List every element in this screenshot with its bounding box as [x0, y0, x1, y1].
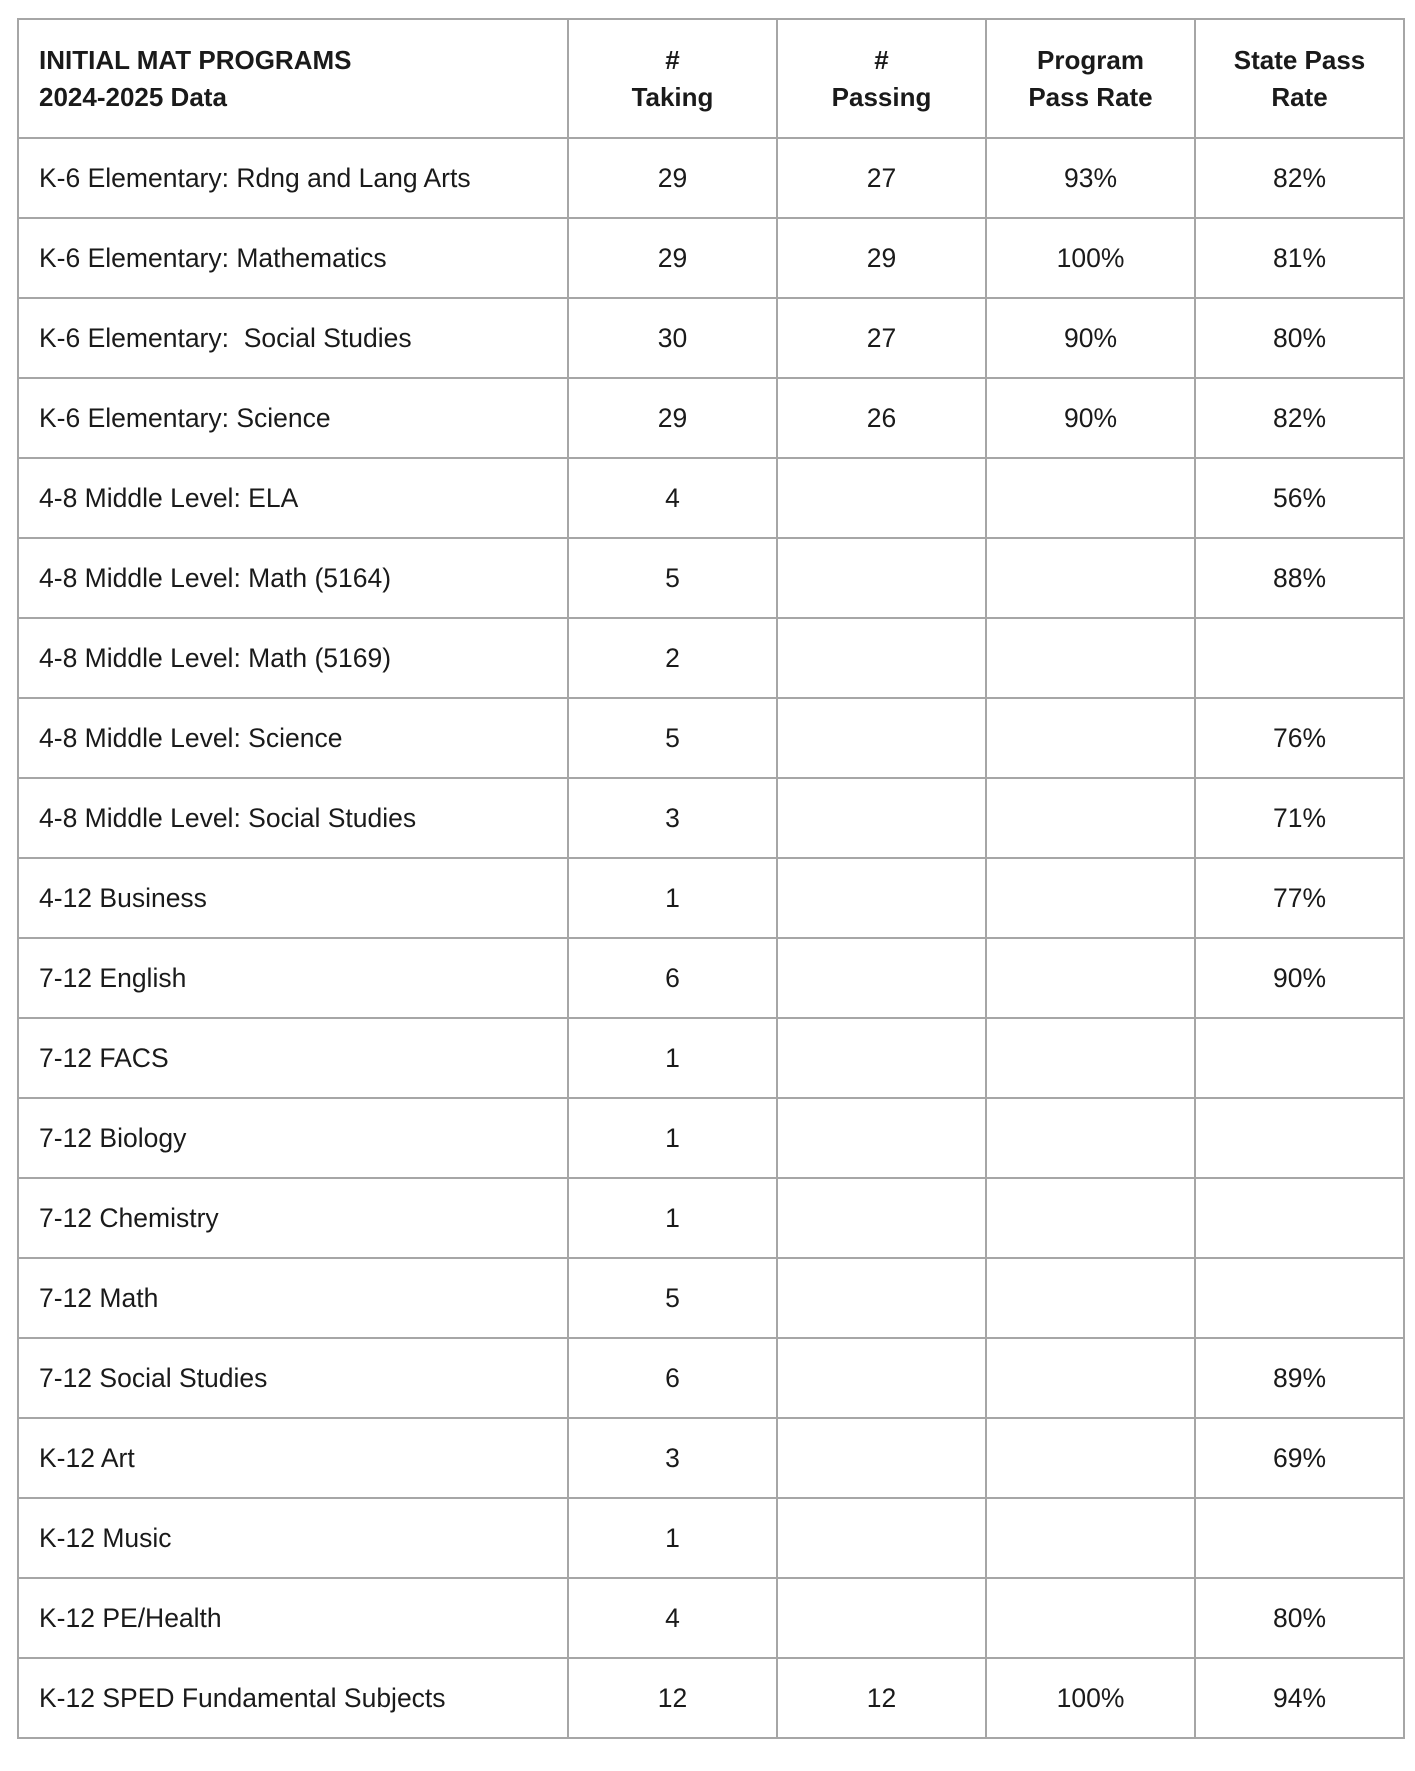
program-pass-rate-cell: 90% [986, 298, 1195, 378]
passing-cell [777, 1098, 986, 1178]
program-name-cell: 7-12 FACS [18, 1018, 568, 1098]
program-pass-rate-cell [986, 698, 1195, 778]
table-row [18, 1178, 1404, 1258]
passing-cell: 26 [777, 378, 986, 458]
table-row [18, 858, 1404, 938]
state-pass-rate-cell: 82% [1195, 138, 1404, 218]
program-pass-rate-cell [986, 1178, 1195, 1258]
passing-cell [777, 778, 986, 858]
table-row [18, 1338, 1404, 1418]
table-title: INITIAL MAT PROGRAMS [39, 44, 352, 75]
state-pass-rate-cell: 88% [1195, 538, 1404, 618]
program-pass-rate-cell [986, 538, 1195, 618]
table-row [18, 378, 1404, 458]
program-name-cell: K-12 PE/Health [18, 1578, 568, 1658]
table-row [18, 698, 1404, 778]
program-name-cell: K-6 Elementary: Rdng and Lang Arts [18, 138, 568, 218]
program-pass-rate-cell [986, 1418, 1195, 1498]
taking-cell: 3 [568, 1418, 777, 1498]
table-row [18, 938, 1404, 1018]
state-pass-rate-cell [1195, 1018, 1404, 1098]
table-row [18, 218, 1404, 298]
state-pass-rate-cell: 69% [1195, 1418, 1404, 1498]
passing-cell [777, 1018, 986, 1098]
program-pass-rate-cell [986, 1578, 1195, 1658]
taking-cell: 6 [568, 938, 777, 1018]
taking-cell: 5 [568, 538, 777, 618]
passing-cell [777, 1338, 986, 1418]
table-row [18, 538, 1404, 618]
passing-cell [777, 1578, 986, 1658]
table-header-row [18, 19, 1404, 138]
program-name-cell: 7-12 Math [18, 1258, 568, 1338]
program-pass-rate-cell [986, 1018, 1195, 1098]
state-pass-rate-cell: 77% [1195, 858, 1404, 938]
state-pass-rate-cell [1195, 1258, 1404, 1338]
passing-cell [777, 1258, 986, 1338]
passing-cell: 12 [777, 1658, 986, 1738]
program-pass-rate-cell: 90% [986, 378, 1195, 458]
passing-cell [777, 1498, 986, 1578]
passing-cell: 27 [777, 138, 986, 218]
column-header-state-pass-rate: State Pass Rate [1195, 19, 1404, 138]
taking-cell: 4 [568, 1578, 777, 1658]
table-row [18, 1258, 1404, 1338]
program-name-cell: 7-12 Biology [18, 1098, 568, 1178]
program-pass-rate-cell [986, 458, 1195, 538]
program-name-cell: 4-8 Middle Level: Social Studies [18, 778, 568, 858]
table-row [18, 1498, 1404, 1578]
taking-cell: 4 [568, 458, 777, 538]
state-pass-rate-cell [1195, 1178, 1404, 1258]
program-pass-rate-cell [986, 618, 1195, 698]
program-pass-rate-cell: 100% [986, 1658, 1195, 1738]
table-row [18, 778, 1404, 858]
passing-cell: 29 [777, 218, 986, 298]
column-header-program-pass-rate: Program Pass Rate [986, 19, 1195, 138]
table-row [18, 138, 1404, 218]
passing-cell [777, 458, 986, 538]
table-title-cell [18, 19, 568, 138]
passing-cell [777, 1418, 986, 1498]
table-subtitle: 2024-2025 Data [39, 81, 227, 112]
program-pass-rate-cell [986, 1098, 1195, 1178]
program-pass-rate-cell: 100% [986, 218, 1195, 298]
program-name-cell: K-6 Elementary: Science [18, 378, 568, 458]
state-pass-rate-cell: 82% [1195, 378, 1404, 458]
program-pass-rate-cell [986, 1258, 1195, 1338]
program-name-cell: 7-12 Chemistry [18, 1178, 568, 1258]
state-pass-rate-cell: 90% [1195, 938, 1404, 1018]
table-row [18, 1658, 1404, 1738]
state-pass-rate-cell [1195, 618, 1404, 698]
state-pass-rate-cell: 80% [1195, 1578, 1404, 1658]
passing-cell [777, 938, 986, 1018]
state-pass-rate-cell [1195, 1498, 1404, 1578]
program-name-cell: 4-8 Middle Level: ELA [18, 458, 568, 538]
program-pass-rate-cell [986, 1338, 1195, 1418]
taking-cell: 2 [568, 618, 777, 698]
table-row [18, 298, 1404, 378]
program-name-cell: K-6 Elementary: Mathematics [18, 218, 568, 298]
taking-cell: 29 [568, 138, 777, 218]
state-pass-rate-cell: 56% [1195, 458, 1404, 538]
table-row [18, 618, 1404, 698]
program-name-cell: K-12 Music [18, 1498, 568, 1578]
program-pass-rate-cell [986, 938, 1195, 1018]
program-pass-rate-cell [986, 858, 1195, 938]
program-name-cell: K-12 Art [18, 1418, 568, 1498]
table-row [18, 1418, 1404, 1498]
state-pass-rate-cell [1195, 1098, 1404, 1178]
program-pass-rate-cell [986, 778, 1195, 858]
passing-cell [777, 618, 986, 698]
taking-cell: 29 [568, 378, 777, 458]
table-row [18, 1018, 1404, 1098]
table-body [18, 138, 1404, 1738]
program-name-cell: K-12 SPED Fundamental Subjects [18, 1658, 568, 1738]
taking-cell: 1 [568, 1498, 777, 1578]
state-pass-rate-cell: 89% [1195, 1338, 1404, 1418]
taking-cell: 1 [568, 1178, 777, 1258]
results-table [17, 18, 1405, 1739]
taking-cell: 6 [568, 1338, 777, 1418]
taking-cell: 1 [568, 1098, 777, 1178]
program-name-cell: 7-12 Social Studies [18, 1338, 568, 1418]
passing-cell: 27 [777, 298, 986, 378]
taking-cell: 3 [568, 778, 777, 858]
program-name-cell: 4-12 Business [18, 858, 568, 938]
program-pass-rate-cell: 93% [986, 138, 1195, 218]
column-header-taking: # Taking [568, 19, 777, 138]
state-pass-rate-cell: 80% [1195, 298, 1404, 378]
program-pass-rate-cell [986, 1498, 1195, 1578]
table-row [18, 1098, 1404, 1178]
passing-cell [777, 1178, 986, 1258]
state-pass-rate-cell: 76% [1195, 698, 1404, 778]
state-pass-rate-cell: 71% [1195, 778, 1404, 858]
program-name-cell: 7-12 English [18, 938, 568, 1018]
program-name-cell: 4-8 Middle Level: Math (5164) [18, 538, 568, 618]
table-row [18, 1578, 1404, 1658]
taking-cell: 1 [568, 858, 777, 938]
program-name-cell: 4-8 Middle Level: Math (5169) [18, 618, 568, 698]
taking-cell: 5 [568, 1258, 777, 1338]
taking-cell: 30 [568, 298, 777, 378]
passing-cell [777, 858, 986, 938]
program-name-cell: 4-8 Middle Level: Science [18, 698, 568, 778]
table-row [18, 458, 1404, 538]
taking-cell: 12 [568, 1658, 777, 1738]
column-header-passing: # Passing [777, 19, 986, 138]
program-name-cell: K-6 Elementary: Social Studies [18, 298, 568, 378]
taking-cell: 5 [568, 698, 777, 778]
passing-cell [777, 698, 986, 778]
state-pass-rate-cell: 94% [1195, 1658, 1404, 1738]
taking-cell: 29 [568, 218, 777, 298]
state-pass-rate-cell: 81% [1195, 218, 1404, 298]
taking-cell: 1 [568, 1018, 777, 1098]
passing-cell [777, 538, 986, 618]
